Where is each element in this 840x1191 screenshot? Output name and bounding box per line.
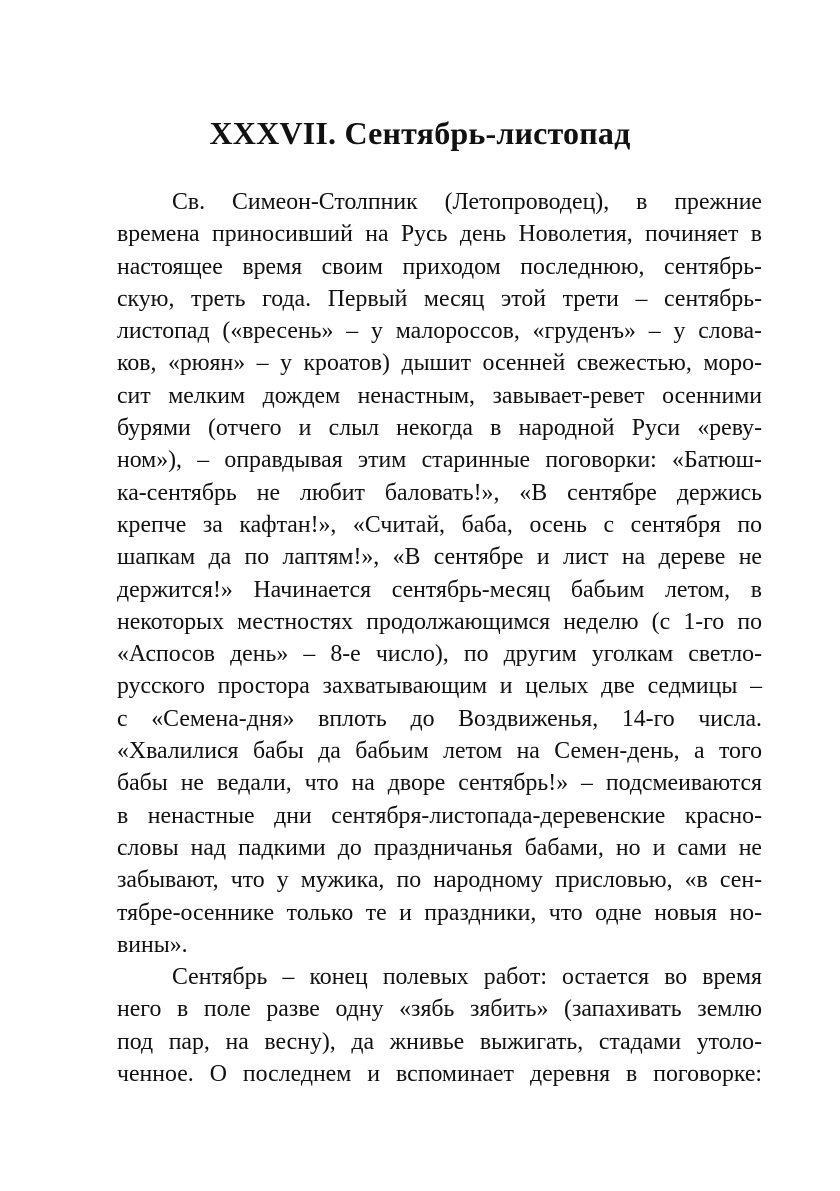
chapter-title: XXXVII. Сентябрь-листопад: [209, 115, 631, 151]
text-line: ном»), – оправдывая этим старинные поговорки: «Батюш-: [117, 447, 762, 474]
chapter-body: [117, 186, 762, 1090]
text-line: с «Семена-дня» вплоть до Воздвиженья, 14-го числа.: [117, 705, 762, 732]
text-line: скую, треть года. Первый месяц этой трети – сентябрь-: [117, 285, 762, 312]
text-line: «Хвалилися бабы да бабьим летом на Семен-день, а того: [117, 738, 762, 765]
text-line: в ненастные дни сентября-листопада-деревенские красно-: [117, 802, 762, 829]
text-line: сит мелким дождем ненастным, завывает-ревет осенними: [117, 382, 762, 409]
text-line: бурями (отчего и слыл некогда в народной Руси «реву-: [117, 415, 762, 442]
text-line: крепче за кафтан!», «Считай, баба, осень с сентября по: [117, 511, 762, 538]
text-line: «Аспосов день» – 8-е число), по другим уголкам светло-: [117, 641, 762, 668]
text-line: тябре-осеннике только те и праздники, что одне новыя но-: [117, 899, 762, 926]
text-line: Сентябрь – конец полевых работ: остается во время: [172, 964, 762, 991]
text-line: шапкам да по лаптям!», «В сентябре и лист на дереве не: [117, 544, 762, 571]
text-line: ка-сентябрь не любит баловать!», «В сентябре держись: [117, 479, 762, 506]
text-line: него в поле разве одну «зябь зябить» (запахивать землю: [117, 996, 762, 1023]
text-line: ченное. О последнем и вспоминает деревня в поговорке:: [117, 1061, 762, 1088]
text-line: словы над падкими до праздничанья бабами, но и сами не: [117, 834, 762, 861]
text-line: некоторых местностях продолжающимся неделю (с 1-го по: [117, 608, 762, 635]
text-line: листопад («вресень» – у малороссов, «груденъ» – у слова-: [117, 318, 762, 345]
text-line: вины».: [117, 931, 188, 958]
text-line: ков, «рюян» – у кроатов) дышит осенней свежестью, моро-: [117, 350, 762, 377]
text-line: русского простора захватывающим и целых две седмицы –: [117, 673, 762, 700]
text-line: настоящее время своим приходом последнюю, сентябрь-: [117, 253, 762, 280]
text-line: держится!» Начинается сентябрь-месяц бабьим летом, в: [117, 576, 762, 603]
text-line: под пар, на весну), да жнивье выжигать, стадами утоло-: [117, 1028, 762, 1055]
text-line: бабы не ведали, что на дворе сентябрь!» – подсмеиваются: [117, 770, 762, 797]
text-line: забывают, что у мужика, по народному присловью, «в сен-: [117, 867, 762, 894]
text-line: времена приносивший на Русь день Новолетия, починяет в: [117, 221, 762, 248]
text-line: Св. Симеон-Столпник (Летопроводец), в прежние: [172, 189, 762, 215]
